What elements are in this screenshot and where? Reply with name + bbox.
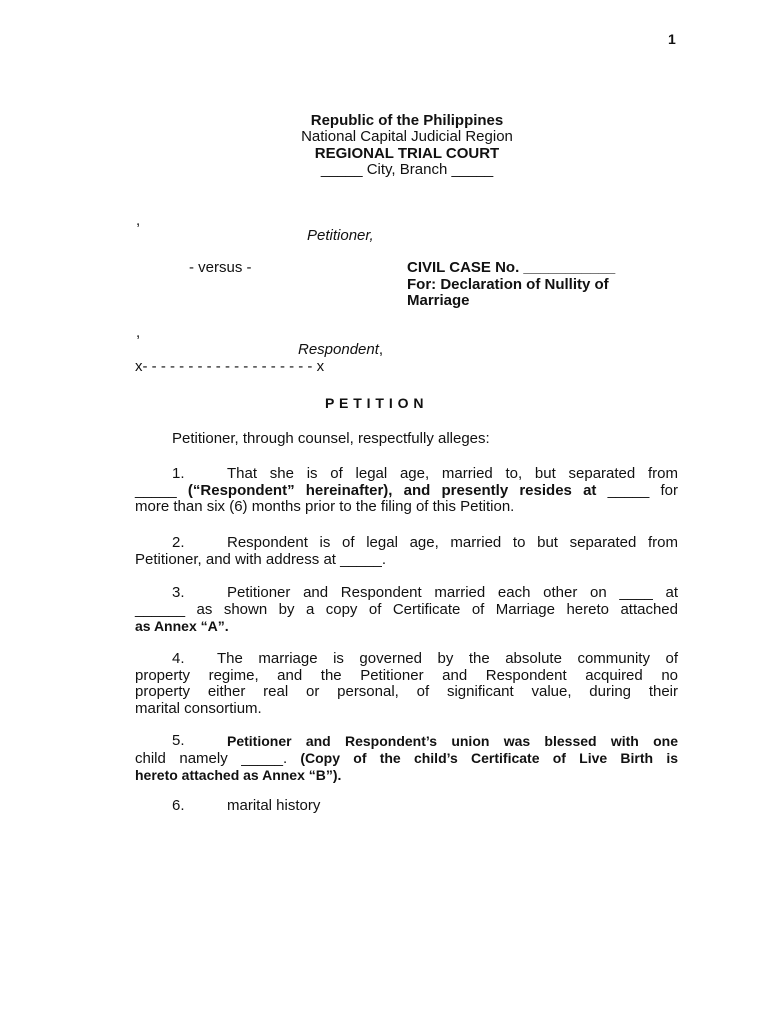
paragraph-1-blank: _____ — [135, 481, 188, 499]
paragraph-4 — [135, 651, 678, 717]
case-for-line2: Marriage — [407, 292, 470, 309]
paragraph-5-line1: Petitioner and Respondent’s union was blessed with one — [227, 733, 678, 749]
paragraph-5-bold: (Copy of the child’s Certificate of Live Birth is — [287, 749, 678, 766]
paragraph-4-line3: property either real or personal, of significant value, during their — [135, 683, 678, 700]
paragraph-3-line2: ______ as shown by a copy of Certificate of Marriage hereto attached — [135, 600, 678, 618]
paragraph-1-line2 — [135, 483, 678, 500]
paragraph-6-number: 6. — [172, 797, 185, 814]
paragraph-5-line3: hereto attached as Annex “B”). — [135, 767, 342, 783]
petitioner-name-blank: , — [136, 212, 141, 229]
paragraph-4-line1: The marriage is governed by the absolute community of — [217, 650, 678, 667]
paragraph-1-line1: That she is of legal age, married to, but separated from — [227, 465, 678, 482]
paragraph-2-number: 2. — [172, 534, 185, 551]
paragraph-3 — [135, 585, 678, 635]
caption-divider: x- - - - - - - - - - - - - - - - - - - x — [135, 358, 325, 375]
paragraph-5-number: 5. — [172, 732, 185, 749]
respondent-label-line — [298, 341, 383, 358]
paragraph-3-number: 3. — [172, 584, 185, 601]
page-number: 1 — [668, 31, 676, 47]
petitioner-label: Petitioner, — [307, 227, 374, 244]
respondent-label: Respondent — [298, 341, 379, 358]
paragraph-1-line3: more than six (6) months prior to the filing of this Petition. — [135, 498, 515, 515]
paragraph-4-line2: property regime, and the Petitioner and Respondent acquired no — [135, 666, 678, 684]
paragraph-1-blank2: _____ for — [596, 481, 678, 499]
respondent-suffix: , — [378, 341, 384, 358]
paragraph-3-line3: as Annex “A”. — [135, 618, 229, 634]
versus-label: - versus - — [189, 259, 252, 276]
case-number: CIVIL CASE No. ___________ — [407, 259, 616, 276]
paragraph-5 — [135, 733, 678, 784]
paragraph-1 — [135, 466, 678, 516]
paragraph-5-line2 — [135, 750, 678, 768]
paragraph-1-number: 1. — [172, 465, 185, 482]
paragraph-3-line1: Petitioner and Respondent married each other on ____ at — [227, 584, 678, 601]
paragraph-4-line4: marital consortium. — [135, 699, 262, 717]
respondent-name-blank: , — [136, 324, 141, 341]
paragraph-2-line2: Petitioner, and with address at _____. — [135, 550, 387, 568]
case-for-line1: For: Declaration of Nullity of — [407, 276, 609, 293]
republic-heading: Republic of the Philippines — [310, 112, 504, 129]
document-title: P E T I T I O N — [325, 395, 425, 411]
city-branch-line: _____ City, Branch _____ — [320, 161, 494, 178]
paragraph-5-child: child namely _____. — [135, 749, 288, 767]
court-heading: REGIONAL TRIAL COURT — [314, 145, 500, 162]
paragraph-6 — [135, 798, 678, 815]
paragraph-2 — [135, 535, 678, 568]
intro-line: Petitioner, through counsel, respectfully alleges: — [172, 430, 490, 447]
paragraph-4-number: 4. — [172, 650, 185, 667]
paragraph-2-line1: Respondent is of legal age, married to but separated from — [227, 534, 678, 551]
paragraph-6-line1: marital history — [227, 797, 321, 814]
region-heading: National Capital Judicial Region — [301, 128, 513, 145]
paragraph-1-bold: (“Respondent” hereinafter), and presently resides at — [187, 481, 597, 499]
